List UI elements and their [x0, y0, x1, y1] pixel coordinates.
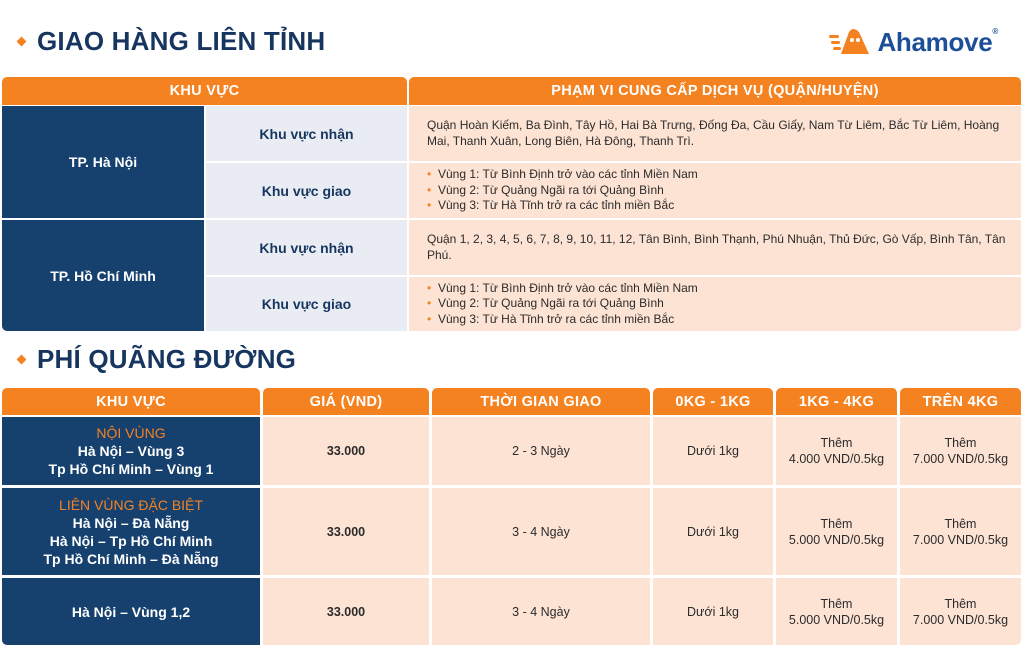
region-special-inter-zone: [2, 488, 260, 575]
price-cell: 33.000: [263, 417, 429, 485]
list-item: • Vùng 2: Từ Quảng Ngãi ra tới Quảng Bình: [427, 296, 698, 312]
ahamove-logo: [829, 26, 998, 58]
deliver-list-hanoi: [409, 163, 1021, 218]
fee-prefix: Thêm: [944, 436, 977, 450]
region-line: Hà Nội – Vùng 1,2: [71, 603, 191, 620]
region-tag: LIÊN VÙNG ĐẶC BIỆT: [59, 496, 203, 513]
list-item: • Vùng 3: Từ Hà Tĩnh trở ra các tỉnh miền Bắc: [427, 198, 698, 214]
time-cell: 3 - 4 Ngày: [432, 578, 650, 645]
region-line: Hà Nội – Vùng 3: [77, 443, 185, 459]
list-item: • Vùng 2: Từ Quảng Ngãi ra tới Quảng Bình: [427, 183, 698, 199]
city-hanoi: TP. Hà Nội: [2, 106, 204, 218]
list-item: • Vùng 1: Từ Bình Định trở vào các tỉnh Miền Nam: [427, 167, 698, 183]
receive-label-hanoi: Khu vực nhận: [206, 106, 407, 161]
time-cell: 2 - 3 Ngày: [432, 417, 650, 485]
price-cell: 33.000: [263, 488, 429, 575]
weight-1-4-cell: [776, 417, 897, 485]
fee-prefix: Thêm: [944, 596, 977, 611]
fee-prefix: Thêm: [820, 516, 853, 531]
fee-value: 5.000 VND/0.5kg: [788, 612, 885, 627]
header-price: GIÁ (VND): [263, 388, 429, 415]
receive-text-hanoi: Quận Hoàn Kiếm, Ba Đình, Tây Hồ, Hai Bà Trưng, Đống Đa, Cầu Giấy, Nam Từ Liêm, Bắc Từ Liêm, Hoàng Mai, Thanh Xuân, Long Biên, Hà Đông, Thanh Trì.: [409, 106, 1021, 161]
diamond-bullet-icon: [17, 355, 27, 365]
weight-over-4-cell: [900, 417, 1021, 485]
list-item: • Vùng 3: Từ Hà Tĩnh trở ra các tỉnh miền Bắc: [427, 312, 698, 328]
time-cell: 3 - 4 Ngày: [432, 488, 650, 575]
region-line: Tp Hồ Chí Minh – Đà Nẵng: [43, 550, 219, 567]
fee-value: 4.000 VND/0.5kg: [788, 452, 885, 466]
deliver-label-hcmc: Khu vực giao: [206, 277, 407, 331]
section-title-distance-fee: [14, 344, 296, 375]
section-title-text: PHÍ QUÃNG ĐƯỜNG: [37, 344, 297, 374]
ahamove-mascot-icon: [829, 26, 873, 58]
fee-prefix: Thêm: [820, 436, 853, 450]
weight-0-1-cell: Dưới 1kg: [653, 578, 773, 645]
region-intra-zone: [2, 417, 260, 485]
header-area: KHU VỰC: [2, 77, 407, 105]
fee-value: 5.000 VND/0.5kg: [788, 532, 885, 547]
header-area: KHU VỰC: [2, 388, 260, 415]
region-line: Hà Nội – Đà Nẵng: [72, 514, 190, 531]
fee-value: 7.000 VND/0.5kg: [912, 452, 1009, 466]
section-title-text: GIAO HÀNG LIÊN TỈNH: [37, 26, 326, 56]
city-hcmc: TP. Hồ Chí Minh: [2, 220, 204, 331]
header-scope: PHẠM VI CUNG CẤP DỊCH VỤ (QUẬN/HUYỆN): [409, 77, 1021, 105]
weight-over-4-cell: [900, 578, 1021, 645]
region-hanoi-zone-1-2: [2, 578, 260, 645]
deliver-label-hanoi: Khu vực giao: [206, 163, 407, 218]
header-weight-over-4: TRÊN 4KG: [900, 388, 1021, 415]
diamond-bullet-icon: [17, 37, 27, 47]
receive-text-hcmc: Quận 1, 2, 3, 4, 5, 6, 7, 8, 9, 10, 11, 12, Tân Bình, Bình Thạnh, Phú Nhuận, Thủ Đức, Gò Vấp, Bình Tân, Tân Phú.: [409, 220, 1021, 275]
weight-over-4-cell: [900, 488, 1021, 575]
header-weight-0-1: 0KG - 1KG: [653, 388, 773, 415]
fee-prefix: Thêm: [944, 516, 977, 531]
region-line: Tp Hồ Chí Minh – Vùng 1: [48, 461, 214, 477]
receive-label-hcmc: Khu vực nhận: [206, 220, 407, 275]
price-cell: 33.000: [263, 578, 429, 645]
weight-0-1-cell: Dưới 1kg: [653, 417, 773, 485]
header-weight-1-4: 1KG - 4KG: [776, 388, 897, 415]
region-tag: NỘI VÙNG: [96, 425, 166, 441]
deliver-list-hcmc: [409, 277, 1021, 331]
fee-value: 7.000 VND/0.5kg: [912, 612, 1009, 627]
weight-1-4-cell: [776, 488, 897, 575]
region-line: Hà Nội – Tp Hồ Chí Minh: [49, 532, 213, 549]
header-delivery-time: THỜI GIAN GIAO: [432, 388, 650, 415]
weight-0-1-cell: Dưới 1kg: [653, 488, 773, 575]
fee-prefix: Thêm: [820, 596, 853, 611]
weight-1-4-cell: [776, 578, 897, 645]
section-title-interprovince: [14, 26, 325, 57]
fee-value: 7.000 VND/0.5kg: [912, 532, 1009, 547]
list-item: • Vùng 1: Từ Bình Định trở vào các tỉnh Miền Nam: [427, 281, 698, 297]
brand-name: Ahamove®: [877, 26, 998, 57]
